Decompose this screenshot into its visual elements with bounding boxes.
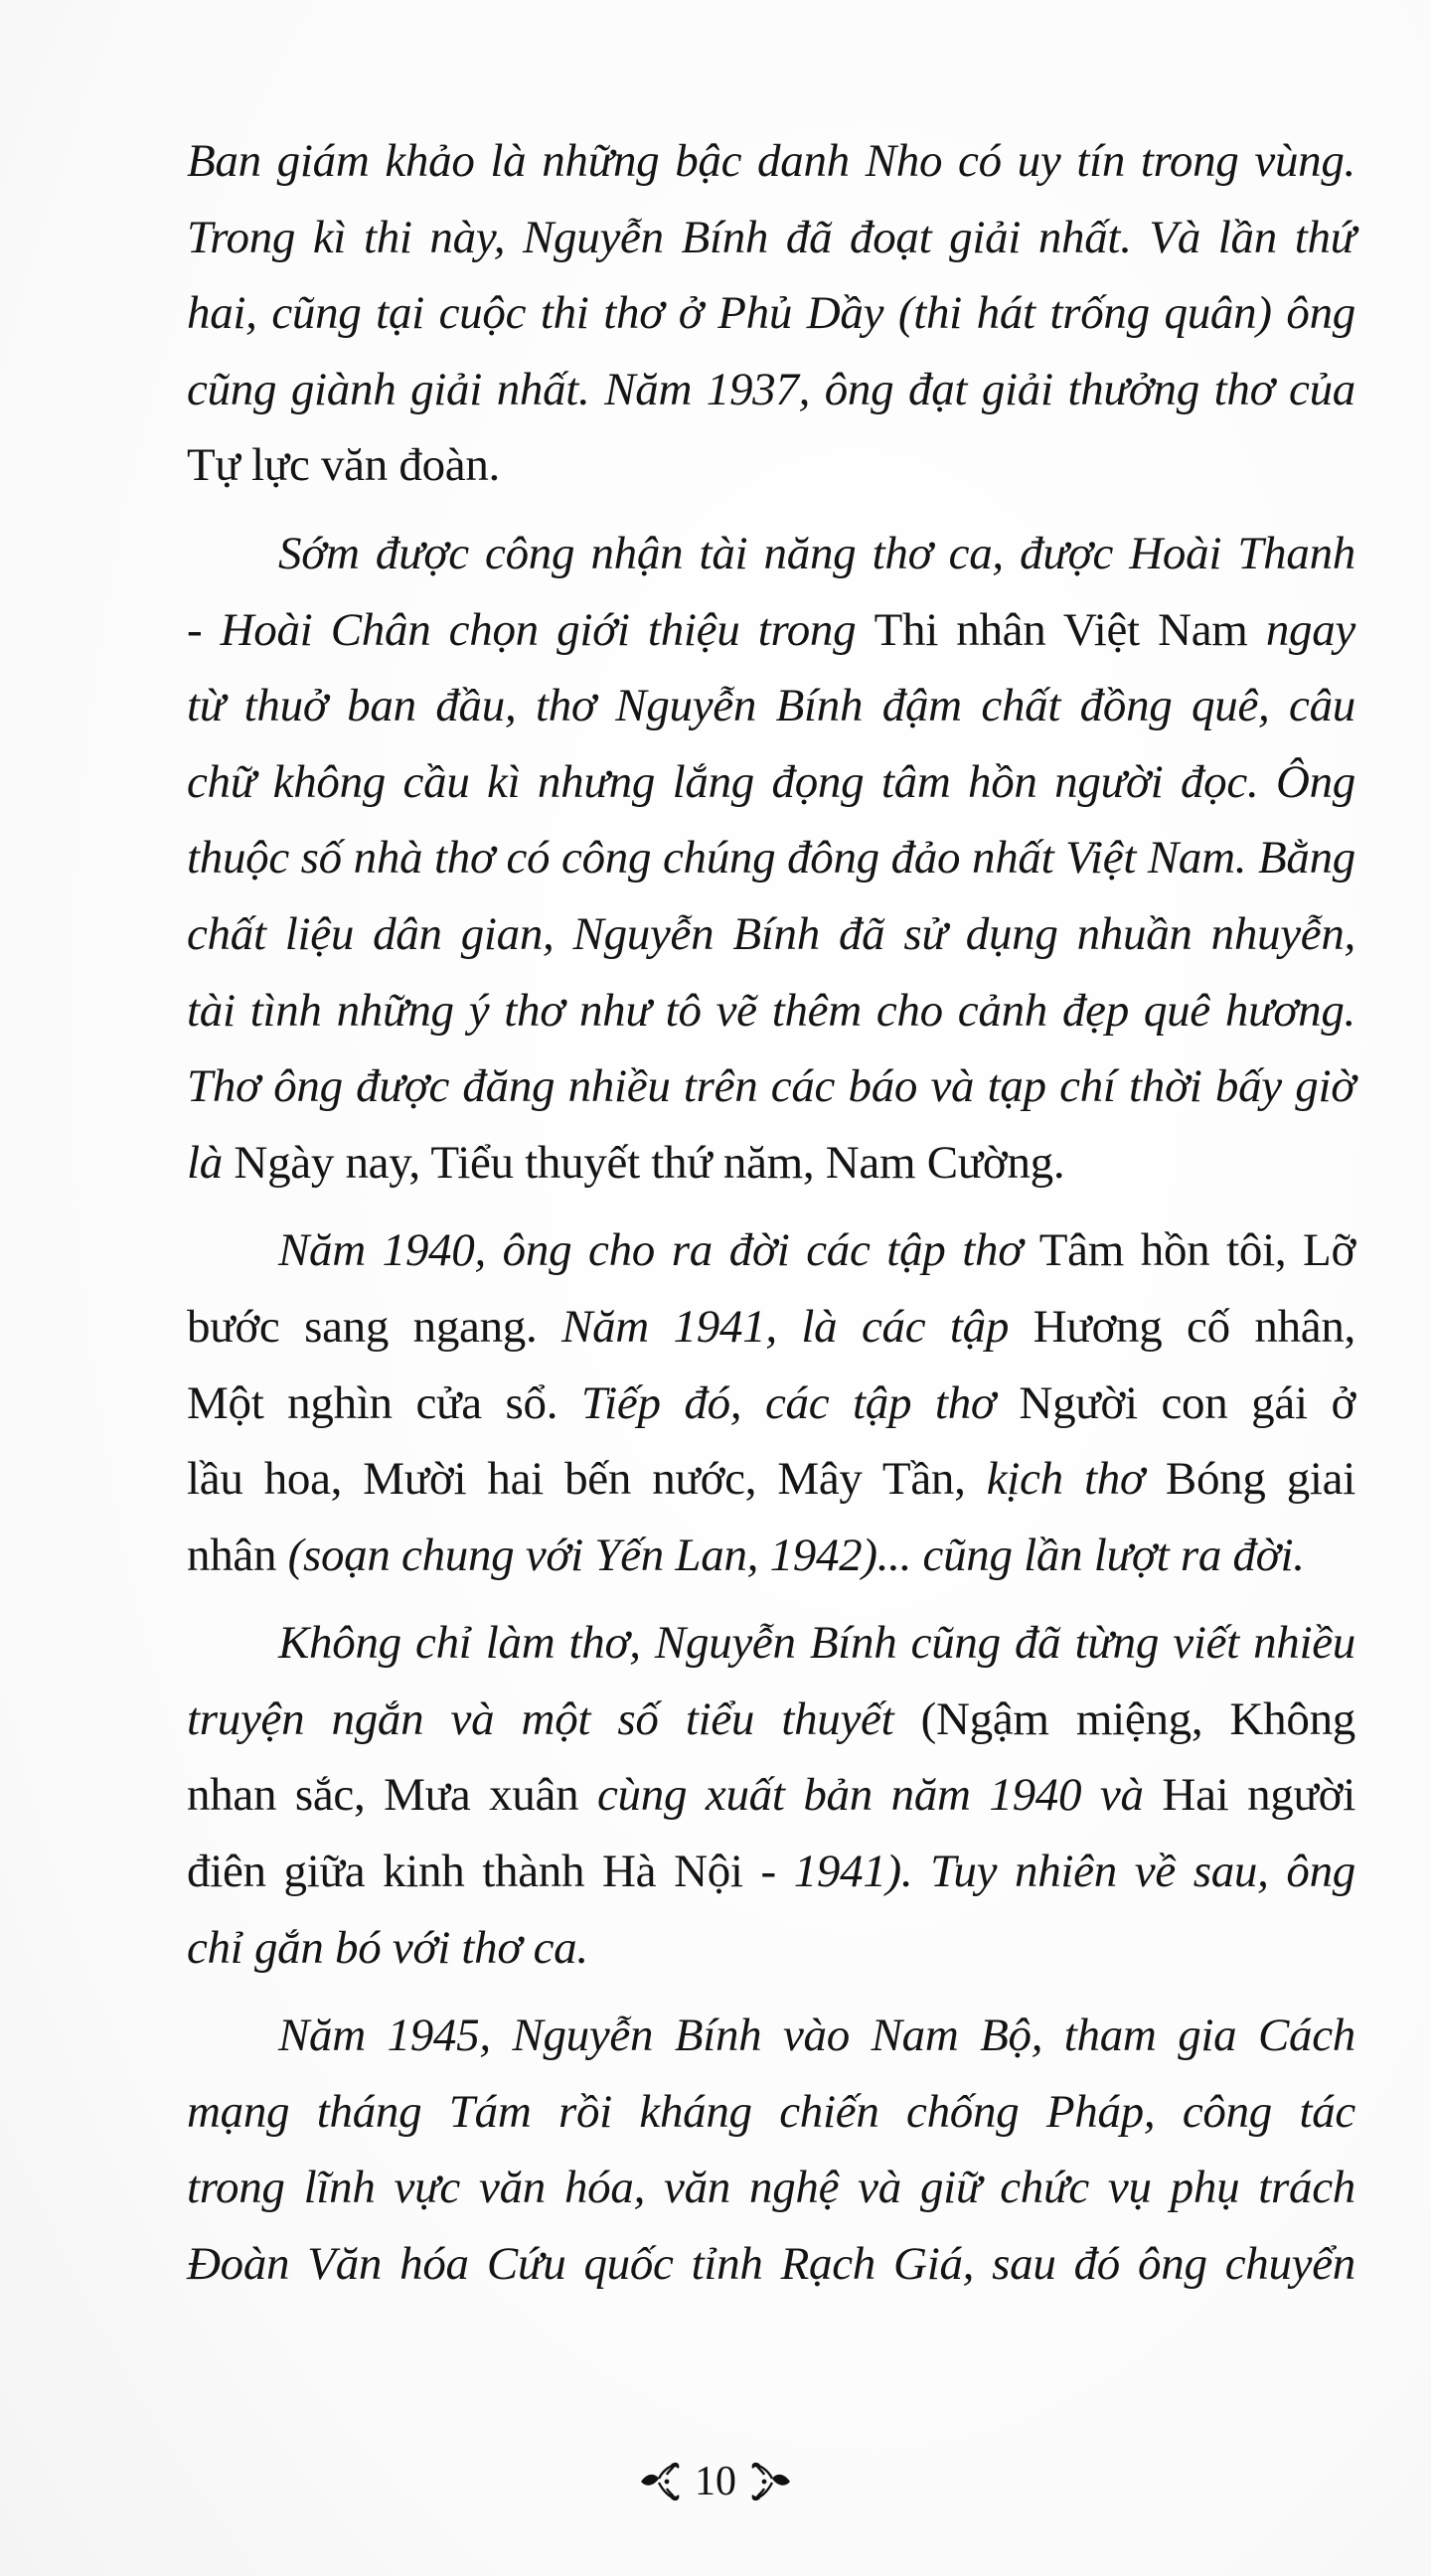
- roman-run: Ngày nay, Tiểu thuyết thứ năm, Nam Cường.: [234, 1136, 1065, 1189]
- text-line: [187, 1834, 1355, 1910]
- text-line: [187, 592, 1355, 669]
- italic-run: Năm 1941, là các tập: [561, 1300, 1034, 1353]
- text-line: [187, 1125, 1355, 1202]
- italic-run: Trong kì thi này, Nguyễn Bính đã đoạt giải nhất. Và lần thứ: [187, 211, 1355, 263]
- italic-run: mạng tháng Tám rồi kháng chiến chống Pháp, công tác: [187, 2085, 1355, 2138]
- paragraph: [187, 1998, 1355, 2302]
- roman-run: nhân: [187, 1529, 288, 1581]
- text-line: [187, 820, 1355, 896]
- paragraph: [187, 516, 1355, 1201]
- text-line: [187, 1289, 1355, 1366]
- italic-run: Thơ ông được đăng nhiều trên các báo và tạp chí thời bấy giờ: [187, 1060, 1355, 1113]
- italic-run: Năm 1940, ông cho ra đời các tập thơ: [278, 1224, 1039, 1277]
- roman-run: lầu hoa, Mười hai bến nước, Mây Tần,: [187, 1453, 987, 1506]
- italic-run: (soạn chung với Yến Lan, 1942)... cũng lần lượt ra đời.: [287, 1529, 1305, 1581]
- italic-run: Đoàn Văn hóa Cứu quốc tỉnh Rạch Giá, sau đó ông chuyển: [187, 2238, 1355, 2291]
- text-line: [187, 2074, 1355, 2151]
- text-line: [187, 2150, 1355, 2226]
- italic-run: chất liệu dân gian, Nguyễn Bính đã sử dụng nhuần nhuyễn,: [187, 907, 1355, 960]
- text-line: [187, 516, 1355, 592]
- text-line: [187, 1682, 1355, 1758]
- italic-run: Không chỉ làm thơ, Nguyễn Bính cũng đã từng viết nhiều: [278, 1617, 1355, 1670]
- floral-ornament-left-icon: [639, 2459, 685, 2504]
- italic-run: kịch thơ: [986, 1453, 1166, 1506]
- text-line: [187, 2226, 1355, 2303]
- italic-run: chữ không cầu kì nhưng lắng đọng tâm hồn người đọc. Ông: [187, 755, 1355, 808]
- italic-run: - 1941). Tuy nhiên về sau, ông: [742, 1846, 1355, 1898]
- roman-run: nhan sắc, Mưa xuân: [187, 1769, 597, 1822]
- italic-run: ngay: [1247, 603, 1355, 656]
- text-line: [187, 1910, 1355, 1987]
- roman-run: Một nghìn cửa sổ.: [187, 1376, 581, 1429]
- text-line: [187, 427, 1355, 504]
- italic-run: - Hoài Chân chọn giới thiệu trong: [187, 603, 874, 656]
- text-line: [187, 1048, 1355, 1125]
- text-line: [187, 1605, 1355, 1682]
- roman-run: Hương cố nhân,: [1033, 1300, 1355, 1353]
- text-line: [187, 1366, 1355, 1442]
- paragraph: [187, 123, 1355, 504]
- text-line: [187, 1212, 1355, 1289]
- italic-run: tài tình những ý thơ như tô vẽ thêm cho cảnh đẹp quê hương.: [187, 984, 1355, 1037]
- roman-run: Bóng giai: [1165, 1453, 1355, 1506]
- text-line: [187, 1998, 1355, 2074]
- page-footer: [0, 2447, 1431, 2516]
- text-line: [187, 275, 1355, 352]
- roman-run: Người con gái ở: [1019, 1376, 1355, 1429]
- italic-run: thuộc số nhà thơ có công chúng đông đảo nhất Việt Nam. Bằng: [187, 832, 1355, 885]
- italic-run: chỉ gắn bó với thơ ca.: [187, 1921, 588, 1974]
- roman-run: Thi nhân Việt Nam: [874, 603, 1248, 656]
- floral-ornament-right-icon: [746, 2459, 792, 2504]
- italic-run: hai, cũng tại cuộc thi thơ ở Phủ Dầy (thi hát trống quân) ông: [187, 287, 1355, 340]
- text-line: [187, 744, 1355, 821]
- italic-run: Năm 1945, Nguyễn Bính vào Nam Bộ, tham gia Cách: [278, 2010, 1355, 2062]
- text-line: [187, 200, 1355, 276]
- text-line: [187, 896, 1355, 973]
- paragraph: [187, 1605, 1355, 1986]
- italic-run: Sớm được công nhận tài năng thơ ca, được Hoài Thanh: [278, 527, 1355, 579]
- text-line: [187, 1518, 1355, 1594]
- italic-run: cùng xuất bản năm 1940 và: [597, 1769, 1163, 1822]
- roman-run: bước sang ngang.: [187, 1300, 562, 1353]
- text-line: [187, 668, 1355, 744]
- italic-run: truyện ngắn và một số tiểu thuyết: [187, 1692, 921, 1745]
- text-line: [187, 1441, 1355, 1518]
- body-text: [187, 123, 1355, 2315]
- italic-run: Ban giám khảo là những bậc danh Nho có uy tín trong vùng.: [187, 135, 1355, 187]
- page-number: 10: [695, 2459, 736, 2504]
- roman-run: điên giữa kinh thành Hà Nội: [187, 1846, 743, 1898]
- italic-run: Tiếp đó, các tập thơ: [580, 1376, 1020, 1429]
- roman-run: Tâm hồn tôi, Lỡ: [1038, 1224, 1356, 1277]
- roman-run: Hai người: [1162, 1769, 1355, 1822]
- italic-run: từ thuở ban đầu, thơ Nguyễn Bính đậm chất đồng quê, câu: [187, 680, 1355, 732]
- italic-run: trong lĩnh vực văn hóa, văn nghệ và giữ chức vụ phụ trách: [187, 2162, 1355, 2214]
- roman-run: (Ngậm miệng, Không: [920, 1692, 1355, 1745]
- text-line: [187, 973, 1355, 1049]
- roman-run: Tự lực văn đoàn.: [187, 439, 500, 492]
- text-line: [187, 1757, 1355, 1834]
- italic-run: là: [187, 1136, 235, 1189]
- paragraph: [187, 1212, 1355, 1593]
- italic-run: cũng giành giải nhất. Năm 1937, ông đạt giải thưởng thơ của: [187, 363, 1355, 415]
- text-line: [187, 123, 1355, 200]
- text-line: [187, 352, 1355, 428]
